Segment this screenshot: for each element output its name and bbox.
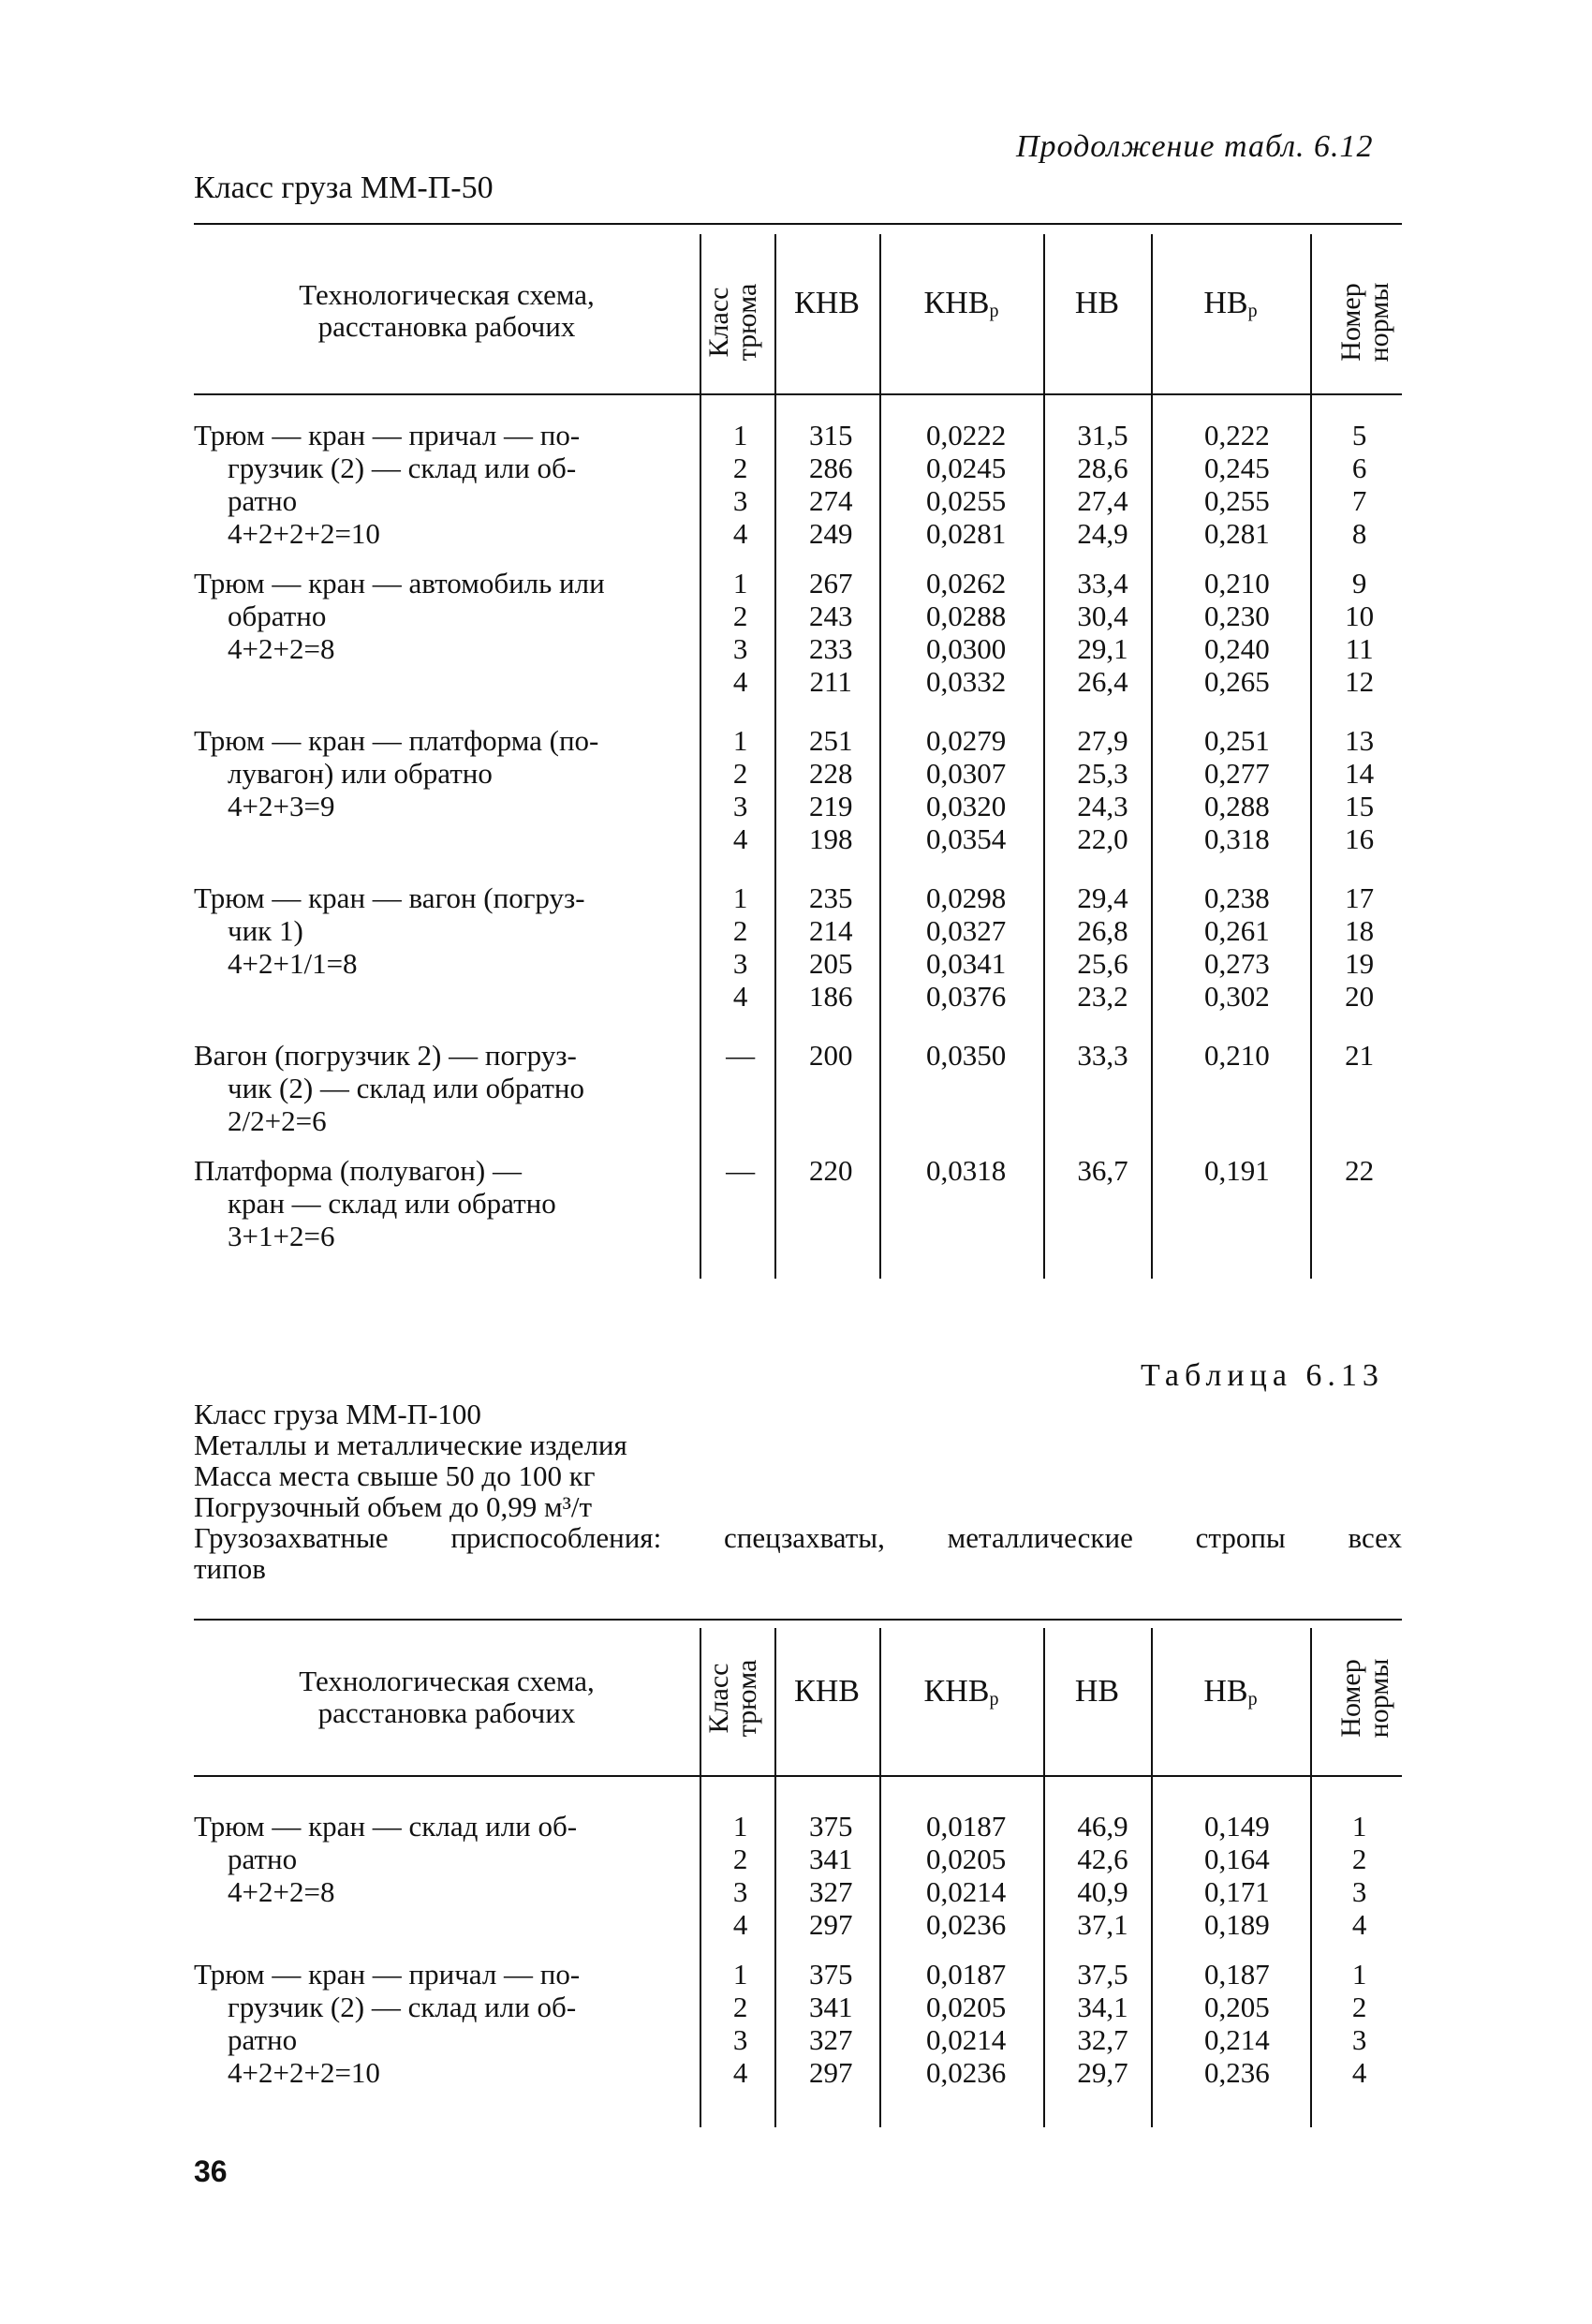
value: 286 <box>808 451 853 484</box>
cell-hold-class <box>702 567 777 724</box>
value: 0,0236 <box>925 2056 1007 2089</box>
value: 219 <box>808 790 853 822</box>
continuation-label: Продолжение табл. 6.12 <box>1016 129 1374 164</box>
value: 0,0205 <box>925 1991 1007 2023</box>
value: 251 <box>808 724 853 757</box>
value: 4 <box>732 822 748 855</box>
value: 0,261 <box>1203 914 1270 947</box>
value: 0,0298 <box>925 881 1007 914</box>
cell-nvp <box>1157 1810 1317 1958</box>
value: 33,3 <box>1077 1039 1128 1072</box>
value: 18 <box>1345 914 1375 947</box>
value: 0,0332 <box>925 665 1007 698</box>
value: 243 <box>808 600 853 632</box>
value: 0,277 <box>1203 757 1270 790</box>
value: 4 <box>732 980 748 1013</box>
value: 341 <box>808 1991 853 2023</box>
table-row-group <box>194 1810 1402 1958</box>
scheme-line: Трюм — кран — причал — по- <box>194 419 581 451</box>
table2-info-line: Масса места свыше 50 до 100 кг <box>194 1459 596 1492</box>
value: 375 <box>808 1958 853 1991</box>
value: 0,189 <box>1203 1908 1270 1941</box>
value: 34,1 <box>1077 1991 1128 2023</box>
value: 0,205 <box>1203 1991 1270 2023</box>
value: 0,251 <box>1203 724 1270 757</box>
cell-nvp <box>1157 1958 1317 2089</box>
value: 32,7 <box>1077 2023 1128 2056</box>
cell-norm-number <box>1317 419 1402 567</box>
cell-norm-number <box>1317 724 1402 881</box>
value: 0,0222 <box>925 419 1007 451</box>
scheme-line: Платформа (полувагон) — <box>194 1154 522 1187</box>
value: 1 <box>732 881 748 914</box>
value: 3 <box>732 632 748 665</box>
value: 42,6 <box>1077 1843 1128 1875</box>
value: 16 <box>1345 822 1375 855</box>
value: 0,0279 <box>925 724 1007 757</box>
value: 205 <box>808 947 853 980</box>
value: 211 <box>809 665 852 698</box>
cell-knvp <box>884 567 1049 724</box>
value: 0,0262 <box>925 567 1007 600</box>
value: 27,9 <box>1077 724 1128 757</box>
scheme-line: ратно <box>228 1843 298 1875</box>
cell-nv <box>1049 567 1157 724</box>
value: 0,0214 <box>925 1875 1007 1908</box>
value: 3 <box>732 484 748 517</box>
value: 11 <box>1345 632 1374 665</box>
scheme-line: Трюм — кран — платформа (по- <box>194 724 599 757</box>
value: 29,4 <box>1077 881 1128 914</box>
table2-info-line: Грузозахватные приспособления: спецзахваты, металлические стропы всех <box>194 1521 1402 1554</box>
scheme-description <box>194 1039 702 1154</box>
value: 2 <box>1351 1843 1367 1875</box>
value: 3 <box>732 2023 748 2056</box>
value: 0,0320 <box>925 790 1007 822</box>
table2-info-line: Погрузочный объем до 0,99 м³/т <box>194 1490 593 1523</box>
scheme-line: чик (2) — склад или обратно <box>228 1072 584 1104</box>
table1-header-rule <box>194 393 1402 395</box>
value: 3 <box>1351 1875 1367 1908</box>
scheme-description <box>194 1958 702 2089</box>
table1-header-hold-class: Класс трюма <box>703 283 762 362</box>
value: 37,5 <box>1077 1958 1128 1991</box>
value: 2 <box>732 1843 748 1875</box>
value: 235 <box>808 881 853 914</box>
value: 315 <box>808 419 853 451</box>
cell-nvp <box>1157 724 1317 881</box>
cell-hold-class <box>702 1810 777 1958</box>
value: 0,0341 <box>925 947 1007 980</box>
value: 2 <box>732 600 748 632</box>
value: 0,302 <box>1203 980 1270 1013</box>
value: — <box>726 1039 756 1072</box>
value: 29,7 <box>1077 2056 1128 2089</box>
value: 0,255 <box>1203 484 1270 517</box>
scheme-line: 4+2+2+2=10 <box>228 2056 380 2089</box>
table1-cargo-class: Класс груза ММ-П-50 <box>194 170 494 205</box>
table2-header-nv: НВ <box>1074 1674 1120 1709</box>
table1-header-scheme: Технологическая схема, расстановка рабочих <box>299 278 595 343</box>
value: 24,9 <box>1077 517 1128 550</box>
value: 0,149 <box>1203 1810 1270 1843</box>
value: 36,7 <box>1077 1154 1128 1187</box>
scheme-line: Вагон (погрузчик 2) — погруз- <box>194 1039 577 1072</box>
table2-title: Таблица 6.13 <box>1141 1358 1384 1393</box>
value: 0,0300 <box>925 632 1007 665</box>
value: 274 <box>808 484 853 517</box>
cell-knv <box>778 567 884 724</box>
value: 30,4 <box>1077 600 1128 632</box>
scheme-line: кран — склад или обратно <box>228 1187 556 1220</box>
value: 10 <box>1345 600 1375 632</box>
value: 0,245 <box>1203 451 1270 484</box>
scheme-line: Трюм — кран — склад или об- <box>194 1810 578 1843</box>
table2-header-knvp: $КНВ_р$ <box>923 1674 999 1710</box>
value: 12 <box>1345 665 1375 698</box>
table-row-group <box>194 1154 1402 1252</box>
value: 0,288 <box>1203 790 1270 822</box>
value: 37,1 <box>1077 1908 1128 1941</box>
cell-nv <box>1049 724 1157 881</box>
cell-knv <box>778 724 884 881</box>
value: 19 <box>1345 947 1375 980</box>
cell-nv <box>1049 1154 1157 1252</box>
cell-nvp <box>1157 567 1317 724</box>
value: 0,171 <box>1203 1875 1270 1908</box>
value: 0,318 <box>1203 822 1270 855</box>
value: 3 <box>1351 2023 1367 2056</box>
value: 0,210 <box>1203 1039 1270 1072</box>
scheme-line: Трюм — кран — причал — по- <box>194 1958 581 1991</box>
value: 0,0236 <box>925 1908 1007 1941</box>
table1-header-nvp: $НВ_р$ <box>1203 286 1258 321</box>
cell-norm-number <box>1317 567 1402 724</box>
cell-hold-class <box>702 1958 777 2089</box>
table2-header-norm-number: Номер нормы <box>1335 1658 1394 1739</box>
value: — <box>726 1154 756 1187</box>
value: 17 <box>1345 881 1375 914</box>
value: 0,0255 <box>925 484 1007 517</box>
value: 0,210 <box>1203 567 1270 600</box>
value: 0,236 <box>1203 2056 1270 2089</box>
cell-norm-number <box>1317 1039 1402 1154</box>
table2-header-hold-class: Класс трюма <box>703 1659 762 1738</box>
cell-nv <box>1049 1039 1157 1154</box>
cell-knvp <box>884 1958 1049 2089</box>
value: 1 <box>732 1810 748 1843</box>
value: 20 <box>1345 980 1375 1013</box>
value: 0,0327 <box>925 914 1007 947</box>
value: 0,240 <box>1203 632 1270 665</box>
cell-nvp <box>1157 1154 1317 1252</box>
table1-top-rule <box>194 223 1402 225</box>
scheme-description <box>194 881 702 1039</box>
value: 0,0187 <box>925 1810 1007 1843</box>
cell-hold-class <box>702 724 777 881</box>
cell-knv <box>778 1958 884 2089</box>
scheme-description <box>194 724 702 881</box>
scheme-line: ратно <box>228 2023 298 2056</box>
value: 200 <box>808 1039 853 1072</box>
value: 3 <box>732 947 748 980</box>
cell-nv <box>1049 1810 1157 1958</box>
value: 0,265 <box>1203 665 1270 698</box>
value: 198 <box>808 822 853 855</box>
value: 1 <box>732 567 748 600</box>
cell-knvp <box>884 1810 1049 1958</box>
value: 0,238 <box>1203 881 1270 914</box>
value: 26,8 <box>1077 914 1128 947</box>
value: 249 <box>808 517 853 550</box>
cell-knv <box>778 419 884 567</box>
value: 0,0350 <box>925 1039 1007 1072</box>
value: 327 <box>808 1875 853 1908</box>
cell-nvp <box>1157 419 1317 567</box>
value: 21 <box>1345 1039 1375 1072</box>
value: 220 <box>808 1154 853 1187</box>
value: 2 <box>732 914 748 947</box>
value: 0,164 <box>1203 1843 1270 1875</box>
scheme-line: грузчик (2) — склад или об- <box>228 451 577 484</box>
value: 341 <box>808 1843 853 1875</box>
value: 267 <box>808 567 853 600</box>
cell-knv <box>778 1039 884 1154</box>
scheme-description <box>194 1154 702 1252</box>
value: 0,0318 <box>925 1154 1007 1187</box>
table1-header-knv: КНВ <box>794 286 860 320</box>
cell-nvp <box>1157 1039 1317 1154</box>
scheme-line: 4+2+2=8 <box>228 632 335 665</box>
cell-norm-number <box>1317 1154 1402 1252</box>
value: 0,0214 <box>925 2023 1007 2056</box>
value: 27,4 <box>1077 484 1128 517</box>
value: 7 <box>1351 484 1367 517</box>
value: 9 <box>1351 567 1367 600</box>
cell-knvp <box>884 881 1049 1039</box>
value: 297 <box>808 1908 853 1941</box>
scheme-line: 4+2+2=8 <box>228 1875 335 1908</box>
scheme-description <box>194 567 702 724</box>
value: 3 <box>732 1875 748 1908</box>
value: 22 <box>1345 1154 1375 1187</box>
table1-header-knvp: $КНВ_р$ <box>923 286 999 321</box>
value: 2 <box>732 1991 748 2023</box>
value: 1 <box>732 724 748 757</box>
cell-knv <box>778 1154 884 1252</box>
scheme-description <box>194 1810 702 1958</box>
value: 23,2 <box>1077 980 1128 1013</box>
value: 25,3 <box>1077 757 1128 790</box>
table2-info <box>194 1399 1402 1584</box>
scheme-line: обратно <box>228 600 327 632</box>
value: 1 <box>732 1958 748 1991</box>
value: 6 <box>1351 451 1367 484</box>
cell-norm-number <box>1317 1958 1402 2089</box>
table-row-group <box>194 1958 1402 2089</box>
value: 0,191 <box>1203 1154 1270 1187</box>
value: 0,0288 <box>925 600 1007 632</box>
value: 1 <box>1351 1810 1367 1843</box>
value: 25,6 <box>1077 947 1128 980</box>
table2-info-line: Металлы и металлические изделия <box>194 1428 627 1461</box>
value: 214 <box>808 914 853 947</box>
scheme-line: Трюм — кран — автомобиль или <box>194 567 605 600</box>
value: 297 <box>808 2056 853 2089</box>
value: 2 <box>732 451 748 484</box>
value: 375 <box>808 1810 853 1843</box>
value: 2 <box>732 757 748 790</box>
table2-top-rule <box>194 1619 1402 1621</box>
value: 24,3 <box>1077 790 1128 822</box>
value: 0,0376 <box>925 980 1007 1013</box>
table2-header-nvp: $НВ_р$ <box>1203 1674 1258 1710</box>
value: 22,0 <box>1077 822 1128 855</box>
table1-body <box>194 419 1402 1252</box>
value: 186 <box>808 980 853 1013</box>
cell-knvp <box>884 1039 1049 1154</box>
value: 0,0354 <box>925 822 1007 855</box>
cell-hold-class <box>702 881 777 1039</box>
cell-nv <box>1049 881 1157 1039</box>
value: 1 <box>732 419 748 451</box>
value: 40,9 <box>1077 1875 1128 1908</box>
value: 0,273 <box>1203 947 1270 980</box>
scheme-line: ратно <box>228 484 298 517</box>
value: 8 <box>1351 517 1367 550</box>
value: 46,9 <box>1077 1810 1128 1843</box>
scheme-line: Трюм — кран — вагон (погруз- <box>194 881 585 914</box>
scheme-description <box>194 419 702 567</box>
scheme-line: 4+2+1/1=8 <box>228 947 358 980</box>
value: 233 <box>808 632 853 665</box>
value: 0,187 <box>1203 1958 1270 1991</box>
value: 0,0281 <box>925 517 1007 550</box>
value: 0,222 <box>1203 419 1270 451</box>
value: 15 <box>1345 790 1375 822</box>
table2-header-scheme: Технологическая схема, расстановка рабочих <box>299 1665 595 1729</box>
cell-knv <box>778 881 884 1039</box>
cell-norm-number <box>1317 881 1402 1039</box>
value: 13 <box>1345 724 1375 757</box>
scheme-line: 4+2+3=9 <box>228 790 335 822</box>
value: 327 <box>808 2023 853 2056</box>
value: 0,0245 <box>925 451 1007 484</box>
table1-header-nv: НВ <box>1074 286 1120 320</box>
scheme-line: чик 1) <box>228 914 303 947</box>
scheme-line: 4+2+2+2=10 <box>228 517 380 550</box>
cell-nvp <box>1157 881 1317 1039</box>
table2-header-knv: КНВ <box>794 1674 860 1709</box>
value: 31,5 <box>1077 419 1128 451</box>
scheme-line: грузчик (2) — склад или об- <box>228 1991 577 2023</box>
page-number: 36 <box>194 2154 228 2188</box>
value: 28,6 <box>1077 451 1128 484</box>
value: 29,1 <box>1077 632 1128 665</box>
cell-knv <box>778 1810 884 1958</box>
table-row-group <box>194 567 1402 724</box>
scheme-line: лувагон) или обратно <box>228 757 493 790</box>
cell-knvp <box>884 419 1049 567</box>
value: 4 <box>732 517 748 550</box>
value: 4 <box>732 1908 748 1941</box>
value: 0,0205 <box>925 1843 1007 1875</box>
table-row-group <box>194 419 1402 567</box>
cell-knvp <box>884 724 1049 881</box>
value: 0,281 <box>1203 517 1270 550</box>
cell-nv <box>1049 1958 1157 2089</box>
value: 4 <box>732 2056 748 2089</box>
table-row-group <box>194 881 1402 1039</box>
value: 1 <box>1351 1958 1367 1991</box>
scheme-line: 3+1+2=6 <box>228 1220 335 1252</box>
value: 0,214 <box>1203 2023 1270 2056</box>
table-row-group <box>194 1039 1402 1154</box>
cell-norm-number <box>1317 1810 1402 1958</box>
value: 4 <box>1351 2056 1367 2089</box>
table2-info-line: типов <box>194 1552 266 1585</box>
table2-cargo-class: Класс груза ММ-П-100 <box>194 1398 481 1430</box>
cell-hold-class <box>702 419 777 567</box>
value: 4 <box>732 665 748 698</box>
value: 14 <box>1345 757 1375 790</box>
value: 4 <box>1351 1908 1367 1941</box>
table2-header-rule <box>194 1775 1402 1777</box>
cell-hold-class <box>702 1154 777 1252</box>
scheme-line: 2/2+2=6 <box>228 1104 327 1137</box>
value: 0,0187 <box>925 1958 1007 1991</box>
cell-nv <box>1049 419 1157 567</box>
value: 2 <box>1351 1991 1367 2023</box>
value: 5 <box>1351 419 1367 451</box>
table2-body <box>194 1810 1402 2089</box>
value: 3 <box>732 790 748 822</box>
value: 33,4 <box>1077 567 1128 600</box>
value: 228 <box>808 757 853 790</box>
cell-knvp <box>884 1154 1049 1252</box>
value: 0,230 <box>1203 600 1270 632</box>
value: 26,4 <box>1077 665 1128 698</box>
cell-hold-class <box>702 1039 777 1154</box>
value: 0,0307 <box>925 757 1007 790</box>
table1-header-norm-number: Номер нормы <box>1335 282 1394 363</box>
table-row-group <box>194 724 1402 881</box>
